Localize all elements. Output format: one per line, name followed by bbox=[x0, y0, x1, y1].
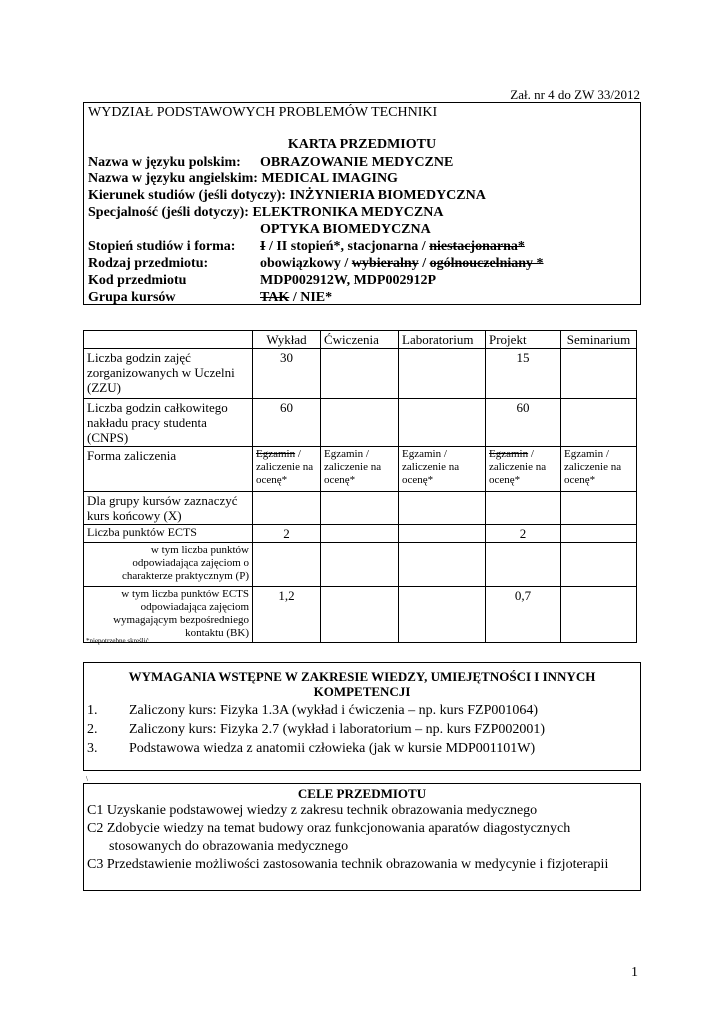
code-value: MDP002912W, MDP002912P bbox=[260, 273, 437, 288]
hours-table bbox=[83, 330, 637, 643]
goal-c2-continued: stosowanych do obrazowania medycznego bbox=[109, 839, 349, 854]
table-cell: 2 bbox=[253, 525, 321, 543]
name-en-value: MEDICAL IMAGING bbox=[261, 171, 398, 186]
table-row bbox=[84, 587, 637, 643]
table-row bbox=[84, 349, 637, 399]
row-label: w tym liczba punktów odpowiadająca zajęciom o charakterze praktycznym (P) bbox=[84, 543, 253, 587]
table-cell: 30 bbox=[253, 349, 321, 399]
table-cell: 0,7 bbox=[486, 587, 561, 643]
table-header-cell: Wykład bbox=[253, 331, 321, 349]
name-pl-row bbox=[88, 155, 454, 171]
table-cell bbox=[253, 543, 321, 587]
requirements-box bbox=[83, 662, 641, 771]
table-row bbox=[84, 399, 637, 447]
table-cell bbox=[321, 543, 399, 587]
type-strike-2: ogólnouczelniany * bbox=[429, 256, 544, 271]
level-strike-1: I bbox=[260, 239, 266, 254]
code-row bbox=[88, 273, 437, 289]
form-rest: zaliczenie na ocenę* bbox=[256, 461, 314, 486]
table-row bbox=[84, 447, 637, 492]
type-strike-1: wybieralny bbox=[351, 256, 419, 271]
item-number: 2. bbox=[87, 722, 98, 737]
goals-box bbox=[83, 783, 641, 891]
table-cell bbox=[561, 587, 637, 643]
table-cell bbox=[486, 543, 561, 587]
goals-heading: CELE PRZEDMIOTU bbox=[297, 786, 427, 801]
group-strike: TAK bbox=[260, 290, 290, 305]
table-cell bbox=[561, 349, 637, 399]
faculty-name: WYDZIAŁ PODSTAWOWYCH PROBLEMÓW TECHNIKI bbox=[88, 105, 438, 120]
item-text: Podstawowa wiedza z anatomii człowieka (jak w kursie MDP001101W) bbox=[129, 741, 536, 756]
type-sep: / bbox=[422, 256, 427, 271]
specialty-value-2: OPTYKA BIOMEDYCZNA bbox=[260, 222, 431, 237]
row-label: Liczba punktów ECTS bbox=[84, 525, 253, 543]
table-cell: Egzamin / zaliczenie na ocenę* bbox=[399, 447, 486, 492]
goal-c2: C2 Zdobycie wiedzy na temat budowy oraz funkcjonowania aparatów diagostycznych bbox=[87, 821, 571, 836]
table-header-cell: Seminarium bbox=[561, 331, 637, 349]
table-cell bbox=[561, 492, 637, 525]
row-label: Dla grupy kursów zaznaczyć kurs końcowy (X) bbox=[84, 492, 253, 525]
table-header-cell: Ćwiczenia bbox=[321, 331, 399, 349]
row-label: w tym liczba punktów ECTS odpowiadająca zajęciom wymagającym bezpośredniego kontaktu (BK) bbox=[84, 587, 253, 643]
table-cell bbox=[561, 525, 637, 543]
level-label: Stopień studiów i forma: bbox=[88, 239, 236, 254]
group-value bbox=[260, 290, 332, 306]
row-label: Liczba godzin całkowitego nakładu pracy studenta (CNPS) bbox=[84, 399, 253, 447]
type-value bbox=[260, 256, 544, 272]
table-header-cell: Projekt bbox=[486, 331, 561, 349]
attachment-note: Zał. nr 4 do ZW 33/2012 bbox=[510, 87, 640, 102]
type-row bbox=[88, 256, 544, 272]
table-cell: Egzamin / zaliczenie na ocenę* bbox=[561, 447, 637, 492]
table-cell: 60 bbox=[253, 399, 321, 447]
exam-strike: Egzamin bbox=[256, 448, 296, 460]
exam-strike: Egzamin bbox=[489, 448, 529, 460]
table-cell bbox=[321, 587, 399, 643]
name-en-label: Nazwa w języku angielskim: bbox=[88, 171, 258, 186]
course-header-box bbox=[83, 102, 641, 305]
table-cell bbox=[399, 587, 486, 643]
level-mid: / II stopień*, stacjonarna / bbox=[268, 239, 426, 254]
direction-row bbox=[88, 188, 486, 204]
document-title: KARTA PRZEDMIOTU bbox=[287, 137, 437, 152]
list-item bbox=[84, 739, 640, 758]
goal-c3: C3 Przedstawienie możliwości zastosowania technik obrazowania w medycynie i fizjoterapii bbox=[87, 857, 609, 872]
table-row bbox=[84, 492, 637, 525]
code-label: Kod przedmiotu bbox=[88, 273, 187, 288]
table-cell bbox=[321, 399, 399, 447]
table-cell bbox=[321, 525, 399, 543]
table-header-cell: Laboratorium bbox=[399, 331, 486, 349]
table-cell: Egzamin / zaliczenie na ocenę* bbox=[321, 447, 399, 492]
table-cell bbox=[253, 447, 321, 492]
specialty-value-1: ELEKTRONIKA MEDYCZNA bbox=[252, 205, 444, 220]
table-cell bbox=[399, 525, 486, 543]
list-item bbox=[84, 720, 640, 739]
group-rest: / NIE* bbox=[292, 290, 333, 305]
group-label: Grupa kursów bbox=[88, 290, 176, 305]
requirements-heading: WYMAGANIA WSTĘPNE W ZAKRESIE WIEDZY, UMIEJĘTNOŚCI I INNYCH KOMPETENCJI bbox=[128, 669, 596, 699]
table-header-row bbox=[84, 331, 637, 349]
list-item bbox=[84, 701, 640, 720]
table-cell bbox=[321, 492, 399, 525]
goal-c1: C1 Uzyskanie podstawowej wiedzy z zakresu technik obrazowania medycznego bbox=[87, 803, 538, 818]
item-number: 3. bbox=[87, 741, 98, 756]
stray-backslash: \ bbox=[86, 775, 88, 783]
table-cell bbox=[321, 349, 399, 399]
level-strike-2: niestacjonarna* bbox=[429, 239, 525, 254]
form-rest: zaliczenie na ocenę* bbox=[489, 461, 547, 486]
table-cell bbox=[253, 492, 321, 525]
level-row bbox=[88, 239, 525, 255]
form-sep: / bbox=[297, 448, 301, 460]
row-label: Liczba godzin zajęć zorganizowanych w Uczelni (ZZU) bbox=[84, 349, 253, 399]
table-cell: 15 bbox=[486, 349, 561, 399]
table-header-cell bbox=[84, 331, 253, 349]
specialty-label: Specjalność (jeśli dotyczy): bbox=[88, 205, 249, 220]
table-cell bbox=[399, 492, 486, 525]
table-cell bbox=[399, 543, 486, 587]
requirements-list bbox=[84, 701, 640, 758]
item-text: Zaliczony kurs: Fizyka 2.7 (wykład i laboratorium – np. kurs FZP002001) bbox=[129, 722, 546, 737]
name-en-row bbox=[88, 171, 398, 187]
direction-value: INŻYNIERIA BIOMEDYCZNA bbox=[289, 188, 486, 203]
table-cell bbox=[486, 492, 561, 525]
item-text: Zaliczony kurs: Fizyka 1.3A (wykład i ćwiczenia – np. kurs FZP001064) bbox=[129, 703, 539, 718]
table-row bbox=[84, 525, 637, 543]
table-row bbox=[84, 543, 637, 587]
type-label: Rodzaj przedmiotu: bbox=[88, 256, 209, 271]
table-cell: 60 bbox=[486, 399, 561, 447]
direction-label: Kierunek studiów (jeśli dotyczy): bbox=[88, 188, 286, 203]
footnote: *niepotrzebne skreślić bbox=[86, 637, 149, 645]
name-pl-value: OBRAZOWANIE MEDYCZNE bbox=[260, 155, 454, 170]
table-cell: 1,2 bbox=[253, 587, 321, 643]
type-mandatory: obowiązkowy / bbox=[260, 256, 349, 271]
item-number: 1. bbox=[87, 703, 98, 718]
table-cell: 2 bbox=[486, 525, 561, 543]
form-sep: / bbox=[530, 448, 534, 460]
table-cell bbox=[399, 349, 486, 399]
specialty-row bbox=[88, 205, 443, 221]
table-cell bbox=[561, 543, 637, 587]
name-pl-label: Nazwa w języku polskim: bbox=[88, 155, 241, 170]
table-cell bbox=[486, 447, 561, 492]
page-number: 1 bbox=[631, 965, 638, 980]
row-label: Forma zaliczenia bbox=[84, 447, 253, 492]
table-cell bbox=[399, 399, 486, 447]
level-value bbox=[260, 239, 525, 255]
table-cell bbox=[561, 399, 637, 447]
group-row bbox=[88, 290, 333, 306]
